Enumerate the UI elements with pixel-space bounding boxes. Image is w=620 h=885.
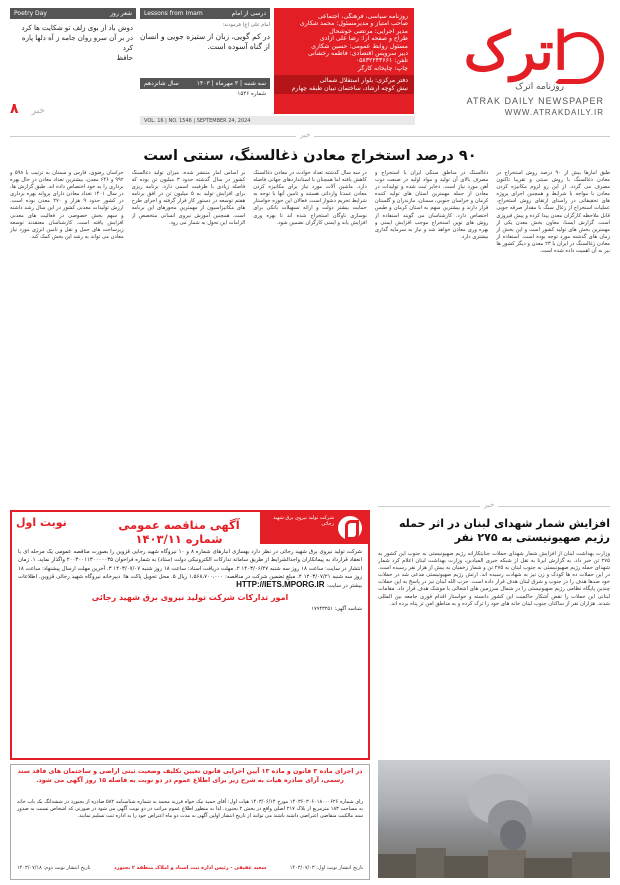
notice-date-1: تاریخ انتشار نوبت اول: ۱۴۰۳/۰۷/۰۳: [289, 865, 363, 871]
building: [524, 858, 574, 878]
staff-line: چاپ: چاپخانه کارگر: [357, 64, 408, 72]
page-number-box: [10, 98, 50, 116]
staff-line: دبیر سرویس اقتصادی: فاطمه رخشانی: [307, 50, 408, 58]
news-body: وزارت بهداشت لبنان از افزایش شمار شهدای حملات جنایتکارانه رژیم صهیونیستی به جنوب این کشور به ۲۷۵ تن خبر داد. به گزارش ایرنا به نقل از شبکه خبری المیادین، وزارت بهداشت لبنان اعلام کرد شمار شهدای حمله رژیم صهیونیستی به جنوب لبنان به ۲۷۵ تن و شمار زخمیان به بیش از هزار نفر رسیده است. در این حملات ده ها کودک و زن نیز به شهادت رسیده اند. ارتش رژیم صهیونیستی مدعی شد در حملات خود صدها هدف را در جنوب و شرق لبنان هدف قرار داده است. حزب الله لبنان نیز در پاسخ به این حملات چندین پایگاه نظامی رژیم صهیونیستی را در شمال سرزمین های اشغالی با موشک هدف قرار داد. مقامات لبنانی این حملات را نقض آشکار حاکمیت این کشور دانسته و خواستار اقدام فوری جامعه بین المللی شدند. هزاران نفر از ساکنان جنوب لبنان خانه های خود را ترک کرده و به مناطق امن تر پناه برده اند.: [378, 551, 610, 607]
article-column: طبق آمارها بیش از ۹۰ درصد روش استخراج در معادن ذغالسنگ با روش سنتی و تقریبا تاکنون مصرف می گردد. از این رو لزوم مکانیزه کردن معادن با مواجه با شرایط و همچنین اجرای پروژه های تحقیقاتی در راستای ارتقای روش استخراج، عملیات استخراج از زغال سنگ با مقدار صرفه جویی قابل ملاحظه کارگران معدن پیدا کرده و پیش فیروزی است. گزارش ایسنا، معاون بخش معدن یکی از مهمترین بخش های تولید کشور است و این بخش از زمان های گذشته مورد توجه بوده است. استفاده از معادن زغالسنگ در ایران با ۲۳ معدن و دیگر کشور ها نیز به آن اهمیت داده شده است.: [496, 170, 610, 255]
year-label: سال شانزدهم: [144, 80, 179, 87]
staff-line: مسئول روابط عمومی: حسین شکاری: [311, 42, 408, 50]
tender-body: [18, 548, 362, 613]
date-english: VOL. 16 | NO. 1546 | SEPTEMBER 24, 2024: [144, 117, 251, 124]
news-title: افزایش شمار شهدای لبنان در اثر حمله رژیم صهیونیستی به ۲۷۵ نفر: [399, 517, 610, 544]
date-strip: [140, 116, 415, 125]
news-photo: [378, 760, 610, 878]
page-number: ۸: [10, 101, 19, 117]
article-column: خراسان رضوی، فارس و سمنان به ترتیب با ۵۹۸ و ۹۹۲ و ۶۴۶ معدن، بیشترین تعداد معادن در حال بهره برداری را به خود اختصاص داده اند. طبق گزارش ها، در سال ۱۴۰۱ تعداد معادن دارای پروانه بهره برداری در کشور حدود ۹ هزار و ۲۷۰ معدن بوده است. ارزش تولیدات معدنی کشور در این سال رشد داشته و سهم بخش خصوصی در فعالیت های معدنی افزایش یافته است. کارشناسان معتقدند توسعه زیرساخت های حمل و نقل و تامین انرژی مورد نیاز معادن می تواند به رشد این بخش کمک کند.: [10, 170, 124, 240]
quote-section: [140, 8, 270, 114]
quote-bar-en: Lessons from Imam: [144, 10, 203, 17]
date-box: [140, 78, 270, 104]
smoke-cloud: [500, 820, 526, 850]
staff-line: طراح و صفحه آرا: رضا علی آزادی: [319, 35, 408, 43]
section-label: خبر: [296, 131, 314, 139]
poem-bar-fa: شعر روز: [110, 10, 132, 17]
building: [444, 856, 490, 878]
issue-date: سه شنبه | ۳ مهرماه | ۱۴۰۳: [196, 80, 266, 87]
quote-label: امام علی (ع) فرمودند:: [222, 22, 270, 28]
notice-body: رای شماره ۱۴۰۳۶۰۳۰۶۰۱۸۰۰۰۶۲۶ مورخ ۱۴۰۳/۰۶/۱۴ هیات اول: آقای حمید نیک خواه فرزند محمد به شماره شناسنامه ۵۸۲ صادره از بجنورد در ششدانگ یک باب خانه به مساحت ۱۸۳ مترمربع از پلاک ۲۱۷ اصلی واقع در بخش ۲ بجنورد. لذا به منظور اطلاع عموم مراتب در دو نوبت آگهی می شود در صورتی که اشخاص نسبت به صدور سند مالکیت متقاضی اعتراضی داشته باشند می توانند از تاریخ انتشار اولین آگهی به مدت دو ماه اعتراض خود را به اداره ثبت تسلیم نمایند.: [17, 799, 363, 819]
logo-tagline: روزنامه اترک: [515, 82, 564, 92]
tender-text: شرکت تولید نیروی برق شهید رجائی در نظر دارد بهسازی انبارهای شماره ۸ و ۱۰ نیروگاه شهید رجایی قزوین را بصورت مناقصه عمومی یک مرحله ای با انعقاد قرارداد به پیمانکاران واجدالشرایط از طریق سامانه تدارکات الکترونیکی دولت (ستاد) به شماره فراخوان ۲۰۰۳۰۰۱۱۳۰۰۰۰۰۳۵ واگذار نماید. ۱. زمان انتشار در سایت: ساعت ۱۸ روز سه شنبه ۱۴۰۳/۰۶/۲۷ ۲. مهلت دریافت اسناد: ساعت ۱۸ روز شنبه ۱۴۰۳/۰۷/۰۷ ۳. آخرین مهلت ارسال پیشنهاد: ساعت ۱۸ روز سه شنبه ۱۴۰۳/۰۷/۲۱ ۴. مبلغ تضمین شرکت در مناقصه: ۱،۵۶۸،۷۰۰،۰۰۰ ریال ۵. محل تحویل پاکت ها: دبیرخانه نیروگاه شهید رجائی قزوین. اطلاعات بیشتر در سایت:: [18, 549, 363, 590]
poem-bar-en: Poetry Day: [14, 10, 47, 17]
poem-text: دوش باد از بوی زلف تو شکایت ها کرد در بر آن سرو روان جامه ز آه دلها پاره کرد حافظ: [21, 24, 133, 62]
tender-org: امور تدارکات شرکت تولید نیروی برق شهید رجائی: [91, 593, 289, 603]
staff-line: صاحب امتیاز و مدیرمسئول: محمد شکاری: [299, 20, 408, 28]
article-column: بر اساس آمار منتشر شده، میزان تولید ذغالسنگ کشور در سال گذشته حدود ۳ میلیون تن بوده که فاصله زیادی با ظرفیت اسمی دارد. برنامه ریزی برای افزایش تولید به ۵ میلیون تن در افق برنامه هفتم توسعه در دستور کار قرار گرفته و اجرای طرح های مکانیزاسیون از مهمترین محورهای این برنامه است. همچنین آموزش نیروی انسانی متخصص از الزامات این تحول به شمار می رود.: [131, 170, 246, 226]
news-section-label: خبر: [480, 501, 498, 509]
staff-box: [274, 8, 414, 114]
legal-notice: [10, 764, 370, 880]
quote-bar-fa: درسی از امام: [231, 10, 266, 17]
website-link[interactable]: WWW.ATRAKDAILY.IR: [504, 108, 604, 117]
building: [378, 854, 418, 878]
building: [572, 852, 610, 878]
issue-number: شماره ۱۵۴۶: [237, 91, 266, 97]
staff-line: نبش کوچه ارشاد، ساختمان تبیان طبقه چهارم: [291, 84, 408, 92]
staff-address: [274, 75, 414, 94]
quote-header: [140, 8, 270, 34]
tender-notice-id: شناسه آگهی: ۱۷۹۴۳۲۵۱: [311, 605, 362, 612]
tender-company: شرکت تولید نیروی برق شهید رجائی: [273, 515, 334, 527]
staff-line: دفتر مرکزی: بلوار استقلال شمالی: [319, 77, 408, 85]
tender-title: آگهی مناقصه عمومی شماره ۱۴۰۳/۱۱: [118, 518, 240, 546]
building: [416, 848, 446, 878]
notice-signer: سعید عقیقی - رئیس اداره ثبت اسناد و املاک منطقه ۲ بجنورد: [114, 865, 267, 871]
tender-url[interactable]: HTTP://IETS.MPORG.IR: [236, 580, 325, 590]
article-title: ۹۰ درصد استخراج معادن ذغالسنگ، سنتی است: [143, 148, 477, 164]
tender-badge: [260, 512, 368, 544]
date-line-bar: [140, 78, 270, 89]
power-company-logo-icon: [338, 516, 362, 540]
notice-footer: [17, 865, 363, 871]
poem-bar: [10, 8, 136, 19]
daily-quote: در کم گویی، زبان از ستیزه جویی و انسان از گناه آسوده است.: [139, 32, 270, 51]
page-label: خبر: [31, 106, 45, 116]
article-column: در سه سال گذشته تعداد حوادث در معادن ذغالسنگ کاهش یافته اما همچنان با استانداردهای جهانی فاصله دارد. ماشین آلات مورد نیاز برای مکانیزه کردن معادن عمدتا وارداتی هستند و تامین آنها با توجه به شرایط تحریم دشوار است. فعالان این حوزه خواستار حمایت بیشتر دولت و ارائه تسهیلات بانکی برای نوسازی ناوگان استخراج شده اند تا بهره وری افزایش یابد و ایمنی کارگران تضمین شود.: [253, 170, 367, 226]
staff-line: روزنامه سیاسی، فرهنگی، اجتماعی: [317, 13, 408, 20]
building: [488, 850, 526, 878]
quote-bar: [140, 8, 270, 19]
notice-date-2: تاریخ انتشار نوبت دوم: ۱۴۰۳/۰۷/۱۸: [17, 865, 91, 871]
logo-word: اترک: [463, 21, 568, 82]
tender-ad: [10, 510, 370, 760]
staff-line: مدیر اجرایی: مرتضی خوشحال: [329, 27, 408, 35]
tender-round: نوبت اول: [16, 516, 67, 529]
article-column: ذغالسنگ در مناطق سنگی ایران با استخراج و مصرف بالای آن تولید و مواد اولیه در صنعت ذوب آهن مورد نیاز است. ذخایر ثبت شده و تولیدات در معادن از جمله مهمترین استان های تولید کننده کرمان و خراسان جنوبی، سمنان، مازندران و گلستان قرار دارند و بیشترین سهم به استان کرمان و طبس اختصاص دارد. کارشناسان می گویند استفاده از روش های نوین استخراج موجب افزایش ایمنی و بهره وری معادن خواهد شد و نیاز به سرمایه گذاری بیشتری دارد.: [374, 170, 489, 240]
staff-line: تلفن: ۰۵۸۳۲۲۴۳۶۶۱: [355, 57, 408, 65]
masthead: [10, 8, 610, 130]
notice-title: در اجرای ماده ۳ قانون و ماده ۱۳ آیین اجرایی قانون تعیین تکلیف وضعیت ثبتی اراضی و ساختمان های فاقد سند رسمی، آرای صادره هیات به شرح زیر برای اطلاع عموم در دو نوبت به فاصله ۱۵ روز آگهی می شود.: [17, 768, 363, 784]
logo-english: ATRAK DAILY NEWSPAPER: [466, 96, 604, 106]
logo: [408, 22, 604, 122]
article-columns: [10, 170, 610, 500]
tender-header: [12, 512, 368, 544]
